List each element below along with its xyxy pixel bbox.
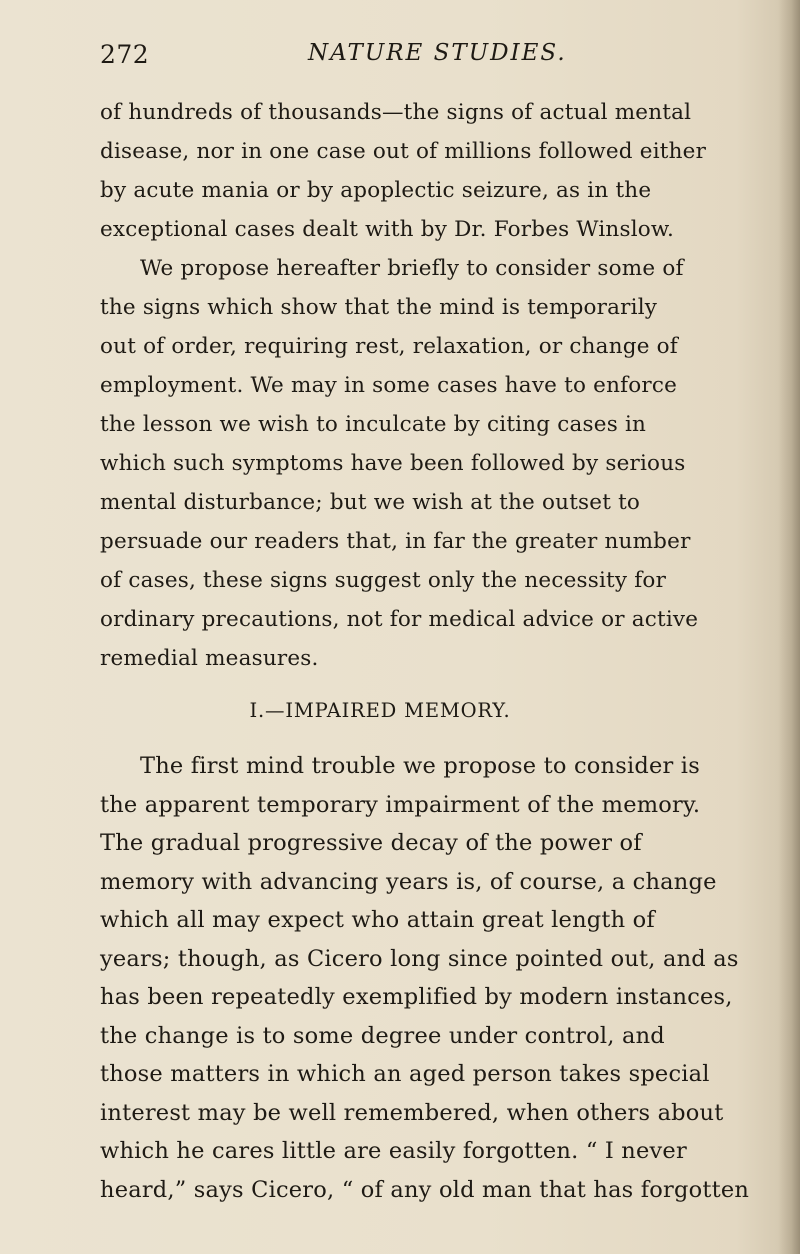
text-line: which such symptoms have been followed by serious (100, 451, 686, 476)
text-line: The first mind trouble we propose to consider is (140, 753, 700, 779)
paragraph-2 (100, 747, 780, 1209)
text-line: years; though, as Cicero long since pointed out, and as (100, 945, 739, 972)
text-line: We propose hereafter briefly to consider some of (140, 256, 684, 281)
text-line: the change is to some degree under control, and (100, 1022, 665, 1049)
text-line: The gradual progressive decay of the power of (100, 830, 642, 856)
page-header (100, 40, 760, 80)
text-line: out of order, requiring rest, relaxation, or change of (100, 334, 678, 359)
text-line: the signs which show that the mind is temporarily (100, 295, 658, 320)
page-edge-shadow (778, 0, 800, 1254)
text-line: interest may be well remembered, when others about (100, 1099, 724, 1126)
text-line: persuade our readers that, in far the greater number (100, 529, 691, 554)
text-line: exceptional cases dealt with by Dr. Forbes Winslow. (100, 217, 675, 242)
text-line: disease, nor in one case out of millions followed either (100, 139, 707, 164)
text-line: the lesson we wish to inculcate by citing cases in (100, 412, 647, 437)
section-heading: I.—IMPAIRED MEMORY. (249, 699, 511, 722)
text-line: of hundreds of thousands—the signs of actual mental (100, 100, 692, 125)
page-number: 272 (100, 40, 150, 69)
text-line: by acute mania or by apoplectic seizure, as in the (100, 178, 652, 203)
text-line: which he cares little are easily forgotten. “ I never (100, 1138, 687, 1164)
text-line: heard,” says Cicero, “ of any old man that has forgotten (100, 1176, 750, 1203)
text-line: of cases, these signs suggest only the necessity for (100, 568, 667, 593)
text-line: mental disturbance; but we wish at the outset to (100, 490, 641, 515)
text-line: memory with advancing years is, of course, a change (100, 868, 717, 895)
running-title: NATURE STUDIES. (308, 40, 567, 66)
text-line: which all may expect who attain great length of (100, 907, 655, 933)
text-line: employment. We may in some cases have to enforce (100, 373, 678, 398)
text-line: has been repeatedly exemplified by modern instances, (100, 984, 733, 1010)
text-line: ordinary precautions, not for medical advice or active (100, 607, 699, 632)
paragraph-1 (100, 93, 780, 678)
text-line: remedial measures. (100, 646, 319, 671)
text-line: those matters in which an aged person takes special (100, 1061, 710, 1087)
text-line: the apparent temporary impairment of the memory. (100, 791, 701, 818)
